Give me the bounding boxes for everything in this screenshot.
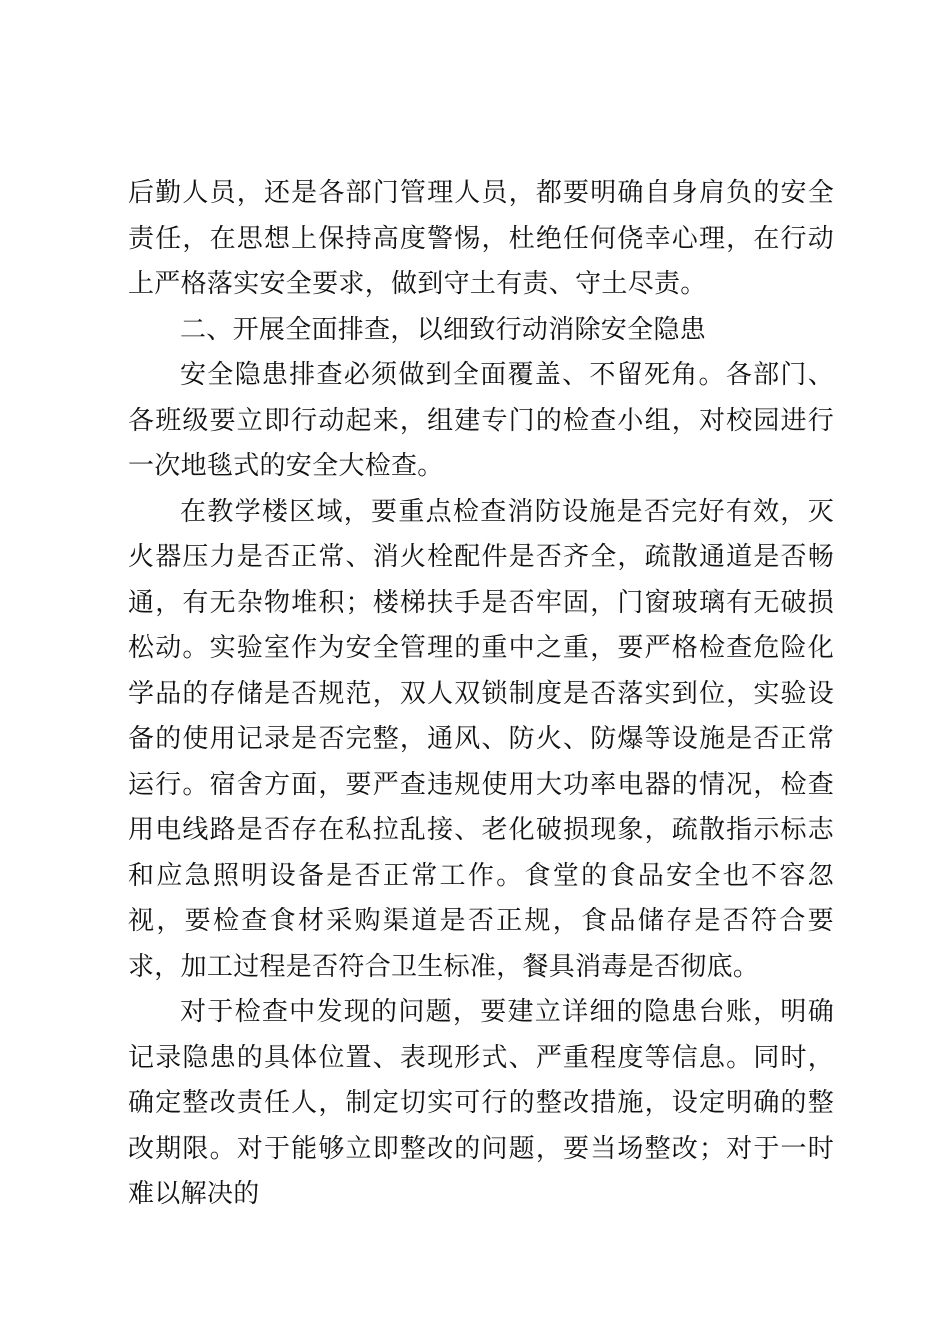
document-body (128, 171, 834, 1218)
paragraph: 安全隐患排查必须做到全面覆盖、不留死角。各部门、各班级要立即行动起来，组建专门的检查小组，对校园进行一次地毯式的安全大检查。 (128, 360, 834, 481)
paragraph: 在教学楼区域，要重点检查消防设施是否完好有效，灭火器压力是否正常、消火栓配件是否齐全，疏散通道是否畅通，有无杂物堆积；楼梯扶手是否牢固，门窗玻璃有无破损松动。实验室作为安全管理的重中之重，要严格检查危险化学品的存储是否规范，双人双锁制度是否落实到位，实验设备的使用记录是否完整，通风、防火、防爆等设施是否正常运行。宿舍方面，要严查违规使用大功率电器的情况，检查用电线路是否存在私拉乱接、老化破损现象，疏散指示标志和应急照明设备是否正常工作。食堂的食品安全也不容忽视，要检查食材采购渠道是否正规，食品储存是否符合要求，加工过程是否符合卫生标准，餐具消毒是否彻底。 (128, 496, 834, 982)
paragraph: 对于检查中发现的问题，要建立详细的隐患台账，明确记录隐患的具体位置、表现形式、严重程度等信息。同时，确定整改责任人，制定切实可行的整改措施，设定明确的整改期限。对于能够立即整改的问题，要当场整改；对于一时难以解决的 (128, 997, 834, 1209)
paragraph-continuation: 后勤人员，还是各部门管理人员，都要明确自身肩负的安全责任，在思想上保持高度警惕，杜绝任何侥幸心理，在行动上严格落实安全要求，做到守土有责、守土尽责。 (128, 178, 834, 299)
section-heading: 二、开展全面排查，以细致行动消除安全隐患 (180, 314, 707, 345)
